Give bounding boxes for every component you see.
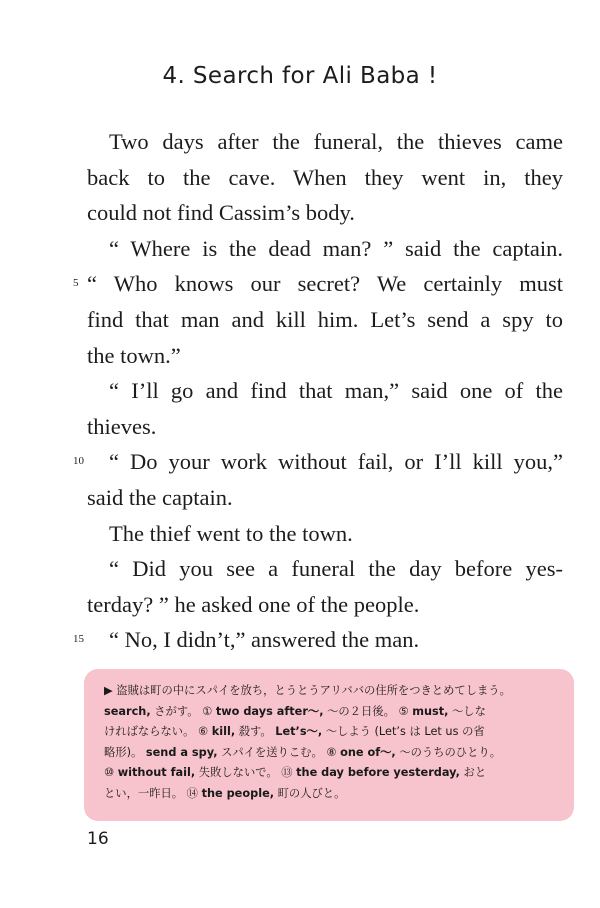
note-gloss: スパイを送りこむ。 ⑧ xyxy=(217,745,341,759)
note-term: kill, xyxy=(211,725,236,738)
note-gloss: ▶ 盗賊は町の中にスパイを放ち，とうとうアリババの住所をつきとめてしまう。 xyxy=(104,684,511,697)
text-line-content: back to the cave. When they went in, they xyxy=(87,164,563,190)
text-line xyxy=(0,302,600,338)
line-number: 10 xyxy=(73,455,84,468)
note-gloss: ～しよう (Let’s は Let us の省 xyxy=(322,725,485,738)
text-line xyxy=(0,409,600,445)
text-line-content: The thief went to the town. xyxy=(109,520,353,546)
note-gloss: 略形)。 xyxy=(104,745,146,759)
text-line-content: “ Who knows our secret? We certainly must xyxy=(87,271,563,297)
note-line xyxy=(104,722,560,743)
text-line-content: the town.” xyxy=(87,342,181,368)
text-line xyxy=(0,124,600,160)
note-line xyxy=(104,702,560,723)
text-line xyxy=(0,480,600,516)
text-line xyxy=(0,587,600,623)
text-line-content: could not find Cassim’s body. xyxy=(87,200,355,226)
note-gloss: ⑩ xyxy=(104,766,118,779)
text-line xyxy=(0,516,600,552)
note-term: without fail, xyxy=(117,766,196,779)
note-term: must, xyxy=(412,704,449,718)
line-number: 5 xyxy=(73,277,79,290)
text-line xyxy=(0,231,600,267)
text-line-content: said the captain. xyxy=(87,484,233,510)
text-line xyxy=(0,266,600,302)
note-gloss: 町の人びと。 xyxy=(274,786,346,800)
text-line-content: find that man and kill him. Let’s send a spy to xyxy=(87,306,563,332)
note-line xyxy=(104,784,560,805)
text-line xyxy=(0,338,600,374)
note-gloss: 殺す。 xyxy=(235,725,276,738)
note-gloss: さがす。 ① xyxy=(150,704,216,718)
story-text xyxy=(0,124,600,658)
vocabulary-note-box xyxy=(84,669,574,821)
text-line-content: “ Where is the dead man? ” said the captain. xyxy=(109,235,563,261)
text-line xyxy=(0,622,600,658)
text-line xyxy=(0,195,600,231)
text-line-content: thieves. xyxy=(87,413,157,439)
note-line xyxy=(104,681,560,702)
note-gloss: 失敗しないで。 ⑬ xyxy=(195,766,297,779)
note-line xyxy=(104,743,560,764)
note-term: two days after～, xyxy=(215,704,324,718)
note-gloss: ～のうちのひとり。 xyxy=(395,745,501,759)
text-line xyxy=(0,160,600,196)
note-gloss: ければならない。 ⑥ xyxy=(104,725,212,738)
text-line-content: terday? ” he asked one of the people. xyxy=(87,591,420,617)
text-line-content: “ Do your work without fail, or I’ll kill you,” xyxy=(109,449,563,475)
note-term: search, xyxy=(104,704,151,718)
text-line-content: “ No, I didn’t,” answered the man. xyxy=(109,627,420,653)
page-number: 16 xyxy=(87,829,109,849)
note-gloss: ～の２日後。 ⑤ xyxy=(323,704,413,718)
note-line xyxy=(104,763,560,784)
note-term: the people, xyxy=(201,786,275,800)
line-number: 15 xyxy=(73,633,84,646)
note-gloss: おと xyxy=(459,766,487,779)
text-line-content: Two days after the funeral, the thieves came xyxy=(109,129,563,154)
text-line-content: “ Did you see a funeral the day before yes- xyxy=(109,556,563,582)
note-gloss: ～しな xyxy=(448,704,486,718)
note-gloss: とい，一昨日。 ⑭ xyxy=(104,786,202,800)
note-term: the day before yesterday, xyxy=(296,766,460,779)
text-line xyxy=(0,551,600,587)
text-line xyxy=(0,373,600,409)
note-term: one of～, xyxy=(340,745,396,759)
text-line xyxy=(0,444,600,480)
note-term: Let’s～, xyxy=(275,725,323,738)
chapter-title: 4. Search for Ali Baba ! xyxy=(162,63,438,89)
text-line-content: “ I’ll go and find that man,” said one of the xyxy=(109,378,563,404)
note-term: send a spy, xyxy=(145,745,218,759)
